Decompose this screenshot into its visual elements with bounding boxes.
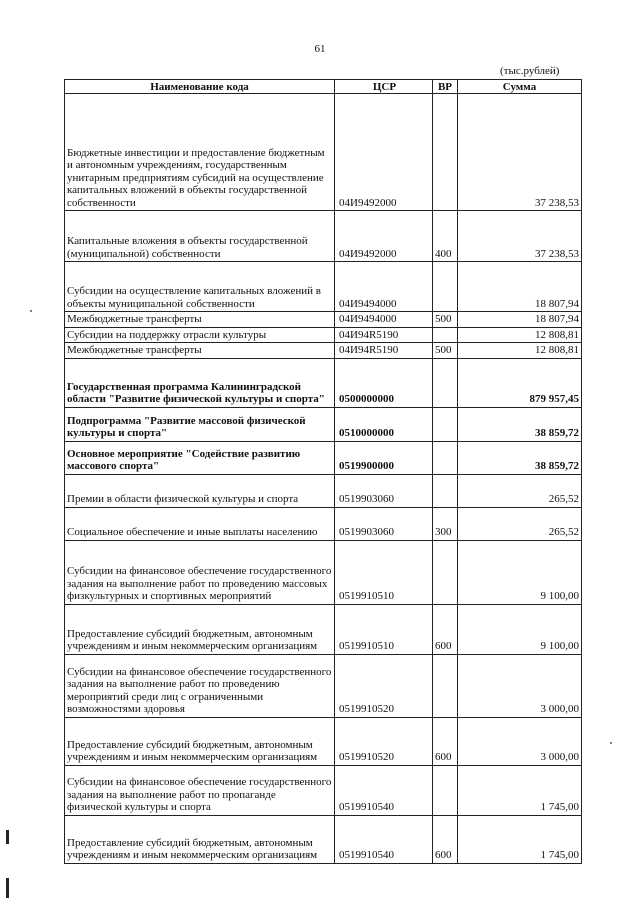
cell-name: Субсидии на финансовое обеспечение государственного задания на выполнение работ по пропаганде физической культуры и спорта bbox=[65, 765, 335, 815]
cell-name: Премии в области физической культуры и спорта bbox=[65, 474, 335, 507]
cell-vr bbox=[433, 474, 458, 507]
cell-vr bbox=[433, 327, 458, 343]
table-row bbox=[65, 327, 582, 343]
table-row bbox=[65, 507, 582, 540]
cell-sum: 3 000,00 bbox=[458, 654, 582, 717]
cell-sum: 18 807,94 bbox=[458, 312, 582, 328]
cell-name: Капитальные вложения в объекты государственной (муниципальной) собственности bbox=[65, 211, 335, 262]
header-vr: ВР bbox=[433, 80, 458, 94]
table-row bbox=[65, 654, 582, 717]
cell-sum: 879 957,45 bbox=[458, 358, 582, 407]
cell-sum: 38 859,72 bbox=[458, 407, 582, 441]
table-row bbox=[65, 343, 582, 359]
table-row bbox=[65, 474, 582, 507]
cell-vr: 600 bbox=[433, 604, 458, 654]
cell-name: Основное мероприятие "Содействие развитию массового спорта" bbox=[65, 441, 335, 474]
cell-name: Субсидии на финансовое обеспечение государственного задания на выполнение работ по проведению мероприятий среди лиц с ограниченными возможностями здоровья bbox=[65, 654, 335, 717]
cell-vr bbox=[433, 540, 458, 604]
cell-csr: 0519903060 bbox=[335, 507, 433, 540]
table-row bbox=[65, 604, 582, 654]
cell-csr: 0519900000 bbox=[335, 441, 433, 474]
cell-name: Подпрограмма "Развитие массовой физической культуры и спорта" bbox=[65, 407, 335, 441]
cell-sum: 265,52 bbox=[458, 507, 582, 540]
table-row bbox=[65, 540, 582, 604]
cell-sum: 3 000,00 bbox=[458, 717, 582, 765]
cell-name: Субсидии на поддержку отрасли культуры bbox=[65, 327, 335, 343]
cell-sum: 18 807,94 bbox=[458, 262, 582, 312]
cell-sum: 38 859,72 bbox=[458, 441, 582, 474]
cell-csr: 04И94R5190 bbox=[335, 343, 433, 359]
table-row bbox=[65, 717, 582, 765]
page-number: 61 bbox=[314, 43, 326, 55]
cell-csr: 0519910540 bbox=[335, 765, 433, 815]
cell-csr: 04И94R5190 bbox=[335, 327, 433, 343]
scan-artifact-dot bbox=[30, 310, 32, 312]
cell-name: Предоставление субсидий бюджетным, автономным учреждениям и иным некоммерческим организациям bbox=[65, 815, 335, 863]
cell-vr: 600 bbox=[433, 717, 458, 765]
cell-csr: 0519910510 bbox=[335, 604, 433, 654]
table-row bbox=[65, 358, 582, 407]
cell-vr: 500 bbox=[433, 312, 458, 328]
cell-sum: 1 745,00 bbox=[458, 815, 582, 863]
cell-vr bbox=[433, 407, 458, 441]
header-csr: ЦСР bbox=[335, 80, 433, 94]
cell-sum: 9 100,00 bbox=[458, 540, 582, 604]
cell-name: Предоставление субсидий бюджетным, автономным учреждениям и иным некоммерческим организациям bbox=[65, 717, 335, 765]
cell-name: Межбюджетные трансферты bbox=[65, 343, 335, 359]
cell-csr: 0500000000 bbox=[335, 358, 433, 407]
cell-vr: 600 bbox=[433, 815, 458, 863]
table-row bbox=[65, 94, 582, 211]
cell-csr: 0519910510 bbox=[335, 540, 433, 604]
budget-table bbox=[64, 79, 582, 864]
cell-name: Бюджетные инвестиции и предоставление бюджетным и автономным учреждениям, государственным унитарным предприятиям субсидий на осуществление капитальных вложений в объекты государственной собственности bbox=[65, 94, 335, 211]
cell-vr bbox=[433, 441, 458, 474]
scan-artifact-dot bbox=[610, 742, 612, 744]
cell-vr: 400 bbox=[433, 211, 458, 262]
cell-csr: 0519903060 bbox=[335, 474, 433, 507]
cell-vr bbox=[433, 654, 458, 717]
table-row bbox=[65, 407, 582, 441]
table-row bbox=[65, 312, 582, 328]
table-row bbox=[65, 815, 582, 863]
cell-vr: 300 bbox=[433, 507, 458, 540]
cell-csr: 04И9492000 bbox=[335, 211, 433, 262]
cell-sum: 37 238,53 bbox=[458, 211, 582, 262]
cell-vr bbox=[433, 94, 458, 211]
cell-sum: 12 808,81 bbox=[458, 343, 582, 359]
cell-vr: 500 bbox=[433, 343, 458, 359]
cell-csr: 0519910520 bbox=[335, 654, 433, 717]
cell-vr bbox=[433, 262, 458, 312]
cell-name: Субсидии на осуществление капитальных вложений в объекты муниципальной собственности bbox=[65, 262, 335, 312]
cell-csr: 0519910540 bbox=[335, 815, 433, 863]
table-row bbox=[65, 211, 582, 262]
cell-vr bbox=[433, 358, 458, 407]
cell-sum: 265,52 bbox=[458, 474, 582, 507]
table-row bbox=[65, 441, 582, 474]
scan-artifact-mark bbox=[6, 830, 9, 844]
header-name: Наименование кода bbox=[65, 80, 335, 94]
cell-vr bbox=[433, 765, 458, 815]
cell-csr: 04И9494000 bbox=[335, 262, 433, 312]
cell-sum: 12 808,81 bbox=[458, 327, 582, 343]
table-header-row bbox=[65, 80, 582, 94]
table-row bbox=[65, 262, 582, 312]
cell-sum: 1 745,00 bbox=[458, 765, 582, 815]
cell-csr: 04И9494000 bbox=[335, 312, 433, 328]
header-sum: Сумма bbox=[458, 80, 582, 94]
cell-sum: 37 238,53 bbox=[458, 94, 582, 211]
cell-name: Субсидии на финансовое обеспечение государственного задания на выполнение работ по проведению массовых физкультурных и спортивных мероприятий bbox=[65, 540, 335, 604]
cell-name: Государственная программа Калининградской области "Развитие физической культуры и спорта" bbox=[65, 358, 335, 407]
scan-artifact-mark bbox=[6, 878, 9, 898]
cell-sum: 9 100,00 bbox=[458, 604, 582, 654]
table-row bbox=[65, 765, 582, 815]
cell-csr: 04И9492000 bbox=[335, 94, 433, 211]
cell-csr: 0510000000 bbox=[335, 407, 433, 441]
cell-name: Межбюджетные трансферты bbox=[65, 312, 335, 328]
units-label: (тыс.рублей) bbox=[500, 65, 560, 77]
cell-name: Предоставление субсидий бюджетным, автономным учреждениям и иным некоммерческим организациям bbox=[65, 604, 335, 654]
cell-csr: 0519910520 bbox=[335, 717, 433, 765]
cell-name: Социальное обеспечение и иные выплаты населению bbox=[65, 507, 335, 540]
